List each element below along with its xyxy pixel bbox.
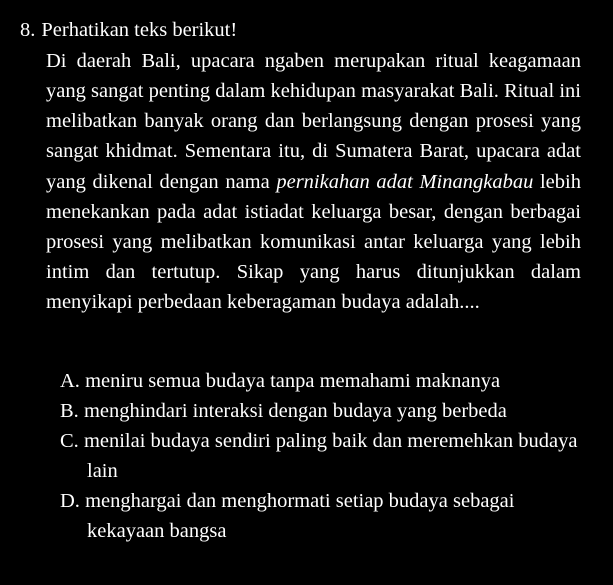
passage-part-2: lebih menekankan pada adat istiadat keluarga besar, dengan berbagai prosesi yang melibatkan komunikasi antar keluarga yang lebih intim dan tertutup. Sikap yang harus ditunjukkan dalam menyikapi perbedaan keberagaman budaya adalah.... xyxy=(46,170,581,314)
option-d-text: menghargai dan menghormati setiap budaya sebagai kekayaan bangsa xyxy=(85,490,515,542)
option-c[interactable] xyxy=(60,426,585,486)
question-number: 8. xyxy=(20,19,36,41)
question-instruction: Perhatikan teks berikut! xyxy=(41,19,238,41)
option-c-letter: C. xyxy=(60,430,79,452)
passage-text xyxy=(46,46,581,317)
option-a[interactable] xyxy=(60,366,585,396)
option-d[interactable] xyxy=(60,486,585,546)
option-d-letter: D. xyxy=(60,490,80,512)
option-a-letter: A. xyxy=(60,370,80,392)
question-header xyxy=(20,15,237,45)
option-a-text: meniru semua budaya tanpa memahami maknanya xyxy=(85,370,501,392)
option-b[interactable] xyxy=(60,396,585,426)
option-b-text: menghindari interaksi dengan budaya yang berbeda xyxy=(83,400,507,422)
passage-part-1: Di daerah Bali, upacara ngaben merupakan ritual keagamaan yang sangat penting dalam kehidupan masyarakat Bali. Ritual ini melibatkan banyak orang dan berlangsung dengan prosesi yang sangat khidmat. Sementara itu, di Sumatera Barat, upacara adat yang dikenal dengan nama xyxy=(46,50,581,193)
option-c-text: menilai budaya sendiri paling baik dan meremehkan budaya lain xyxy=(83,430,578,482)
passage-italic-term: pernikahan adat Minangkabau xyxy=(276,170,534,193)
answer-options xyxy=(60,366,585,546)
option-b-letter: B. xyxy=(60,400,79,422)
